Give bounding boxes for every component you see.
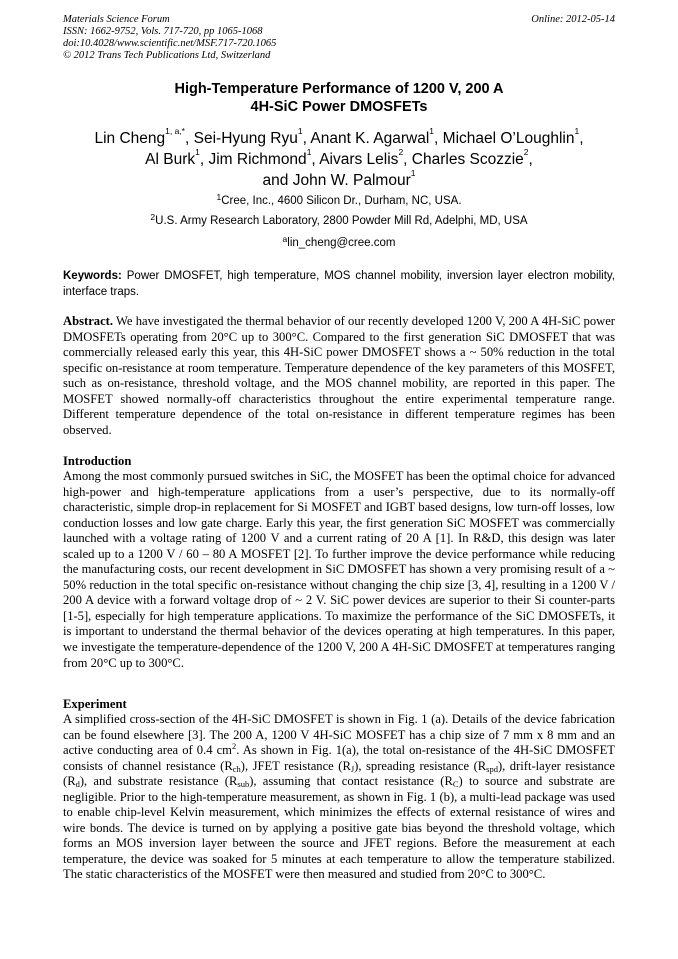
author-affiliation-mark: 1 — [410, 168, 416, 178]
affiliation-text: Cree, Inc., 4600 Silicon Dr., Durham, NC, USA. — [221, 195, 462, 207]
author-affiliation-mark: 1 — [429, 126, 435, 136]
affiliation-text: U.S. Army Research Laboratory, 2800 Powder Mill Rd, Adelphi, MD, USA — [155, 215, 528, 227]
author-name: Jim Richmond — [208, 151, 307, 168]
author-separator: , — [579, 130, 584, 147]
doi-line: doi:10.4028/www.scientific.net/MSF.717-720.1065 — [63, 38, 277, 49]
keywords-label: Keywords: — [63, 270, 122, 282]
author-affiliation-mark: 1 — [306, 147, 312, 157]
paper-title — [63, 80, 615, 116]
affiliation-1 — [63, 194, 615, 208]
abstract-text: We have investigated the thermal behavior of our recently developed 1200 V, 200 A 4H-SiC power DMOSFETs operating from 20°C up to 300°C. Compared to the first generation SiC DMOSFET that was commercially released early this year, this 4H-SiC power DMOSFET shows a ~ 50% reduction in the total specific on-resistance at room temperature. Temperature dependence of the key parameters of this MOSFET, such as on-resistance, threshold voltage, and the MOS channel mobility, are reported in this paper. The MOSFET showed normally-off characteristics throughout the entire experimental temperature range. Different temperature dependence of the total on-resistance in different temperature regimes has been observed. — [63, 314, 615, 437]
copyright-line: © 2012 Trans Tech Publications Ltd, Switzerland — [63, 50, 271, 61]
author-name: Al Burk — [145, 151, 196, 168]
author-name: Aivars Lelis — [319, 151, 399, 168]
author-name: Charles Scozzie — [411, 151, 524, 168]
abstract-label: Abstract. — [63, 314, 114, 328]
author-conjunction: and — [262, 172, 293, 189]
abstract — [63, 314, 615, 438]
author-affiliation-mark: 1 — [574, 126, 580, 136]
journal-header — [63, 14, 615, 62]
author-affiliation-mark: 1 — [297, 126, 303, 136]
introduction-heading: Introduction — [63, 454, 132, 468]
author-separator: , — [199, 151, 209, 168]
affiliation-2 — [63, 214, 615, 228]
issn-line: ISSN: 1662-9752, Vols. 717-720, pp 1065-1068 — [63, 26, 263, 37]
email-text: lin_cheng@cree.com — [287, 237, 396, 249]
experiment-heading: Experiment — [63, 697, 127, 711]
journal-name: Materials Science Forum — [63, 14, 170, 25]
corresponding-email — [63, 236, 615, 250]
author-affiliation-mark: 2 — [398, 147, 404, 157]
author-list — [63, 128, 615, 191]
author-separator: , — [302, 130, 311, 147]
author-name: Anant K. Agarwal — [310, 130, 430, 147]
experiment-text: A simplified cross-section of the 4H-SiC DMOSFET is shown in Fig. 1 (a). Details of the device fabrication can be found elsewhere [3]. The 200 A, 1200 V 4H-SiC MOSFET has a chip size of 7 mm x 8 mm and an active conducting area of 0.4 $cm^2$. As shown in Fig. 1(a), the total on-resistance of the 4H-SiC DMOSFET consists of channel resistance $(R_{ch})$, JFET resistance $(R_J)$, spreading resistance $(R_{spd})$, drift-layer resistance $(R_d)$, and substrate resistance $(R_{sub})$, assuming that contact resistance $(R_C)$ to source and substrate are negligible. Prior to the high-temperature measurement, as shown in Fig. 1 (b), a multi-lead package was used to enable chip-level Kelvin measurement, which minimizes the effects of external resistance of wires and wire bonds. The device is turned on by applying a positive gate bias beyond the threshold voltage, which forms an MOS inversion layer between the source and JFET regions. Before the measurement at each temperature, the device was soaked for 5 minutes at each temperature to allow the temperature stabilized. The static characteristics of the MOSFET were then measured and studied from 20°C to 300°C. — [63, 712, 615, 882]
title-line-2: 4H-SiC Power DMOSFETs — [250, 99, 428, 115]
author-name: Lin Cheng — [94, 130, 166, 147]
email-mark: a — [282, 234, 288, 244]
author-separator: , — [403, 151, 412, 168]
affiliation-mark: 1 — [216, 192, 222, 202]
author-affiliation-mark: 2 — [523, 147, 529, 157]
author-separator: , — [311, 151, 320, 168]
title-line-1: High-Temperature Performance of 1200 V, 200 A — [174, 81, 504, 97]
author-name: Michael O’Loughlin — [442, 130, 575, 147]
author-separator: , — [434, 130, 443, 147]
author-separator: , — [185, 130, 194, 147]
author-affiliation-mark: 1, a,* — [165, 126, 185, 136]
online-date: Online: 2012-05-14 — [531, 14, 615, 25]
keywords-text: Power DMOSFET, high temperature, MOS channel mobility, inversion layer electron mobility, interface traps. — [63, 270, 615, 298]
author-separator: , — [528, 151, 533, 168]
introduction-text: Among the most commonly pursued switches in SiC, the MOSFET has been the optimal choice for advanced high-power and high-temperature applications from a user’s perspective, due to its normally-off characteristic, simple drop-in replacement for Si MOSFET and IGBT based designs, low turn-off losses, low conduction losses and low gate charge. Early this year, the first generation SiC MOSFET was commercially launched with a voltage rating of 1200 V and a current rating of 20 A [1]. In R&D, this design was later scaled up to a 1200 V / 60 – 80 A MOSFET [2]. To further improve the device performance while reducing the manufacturing costs, our recent development in SiC DMOSFET has shown a very promising result of a ~ 50% reduction in the total specific on-resistance without changing the chip size [3, 4], resulting in a 1200 V / 200 A device with a forward voltage drop of ~ 2 V. SiC power devices are superior to their Si counter-parts [1-5], especially for high temperature applications. To maximize the performance of the SiC DMOSFETs, it is important to understand the thermal behavior of the devices operating at high temperatures. In this paper, we investigate the temperature-dependence of the 1200 V, 200 A 4H-SiC DMOSFET at temperatures ranging from 20°C up to 300°C. — [63, 469, 615, 670]
keywords — [63, 268, 615, 300]
author-name: Sei-Hyung Ryu — [193, 130, 298, 147]
affiliation-mark: 2 — [150, 212, 156, 222]
author-name: John W. Palmour — [292, 172, 411, 189]
author-affiliation-mark: 1 — [195, 147, 200, 157]
